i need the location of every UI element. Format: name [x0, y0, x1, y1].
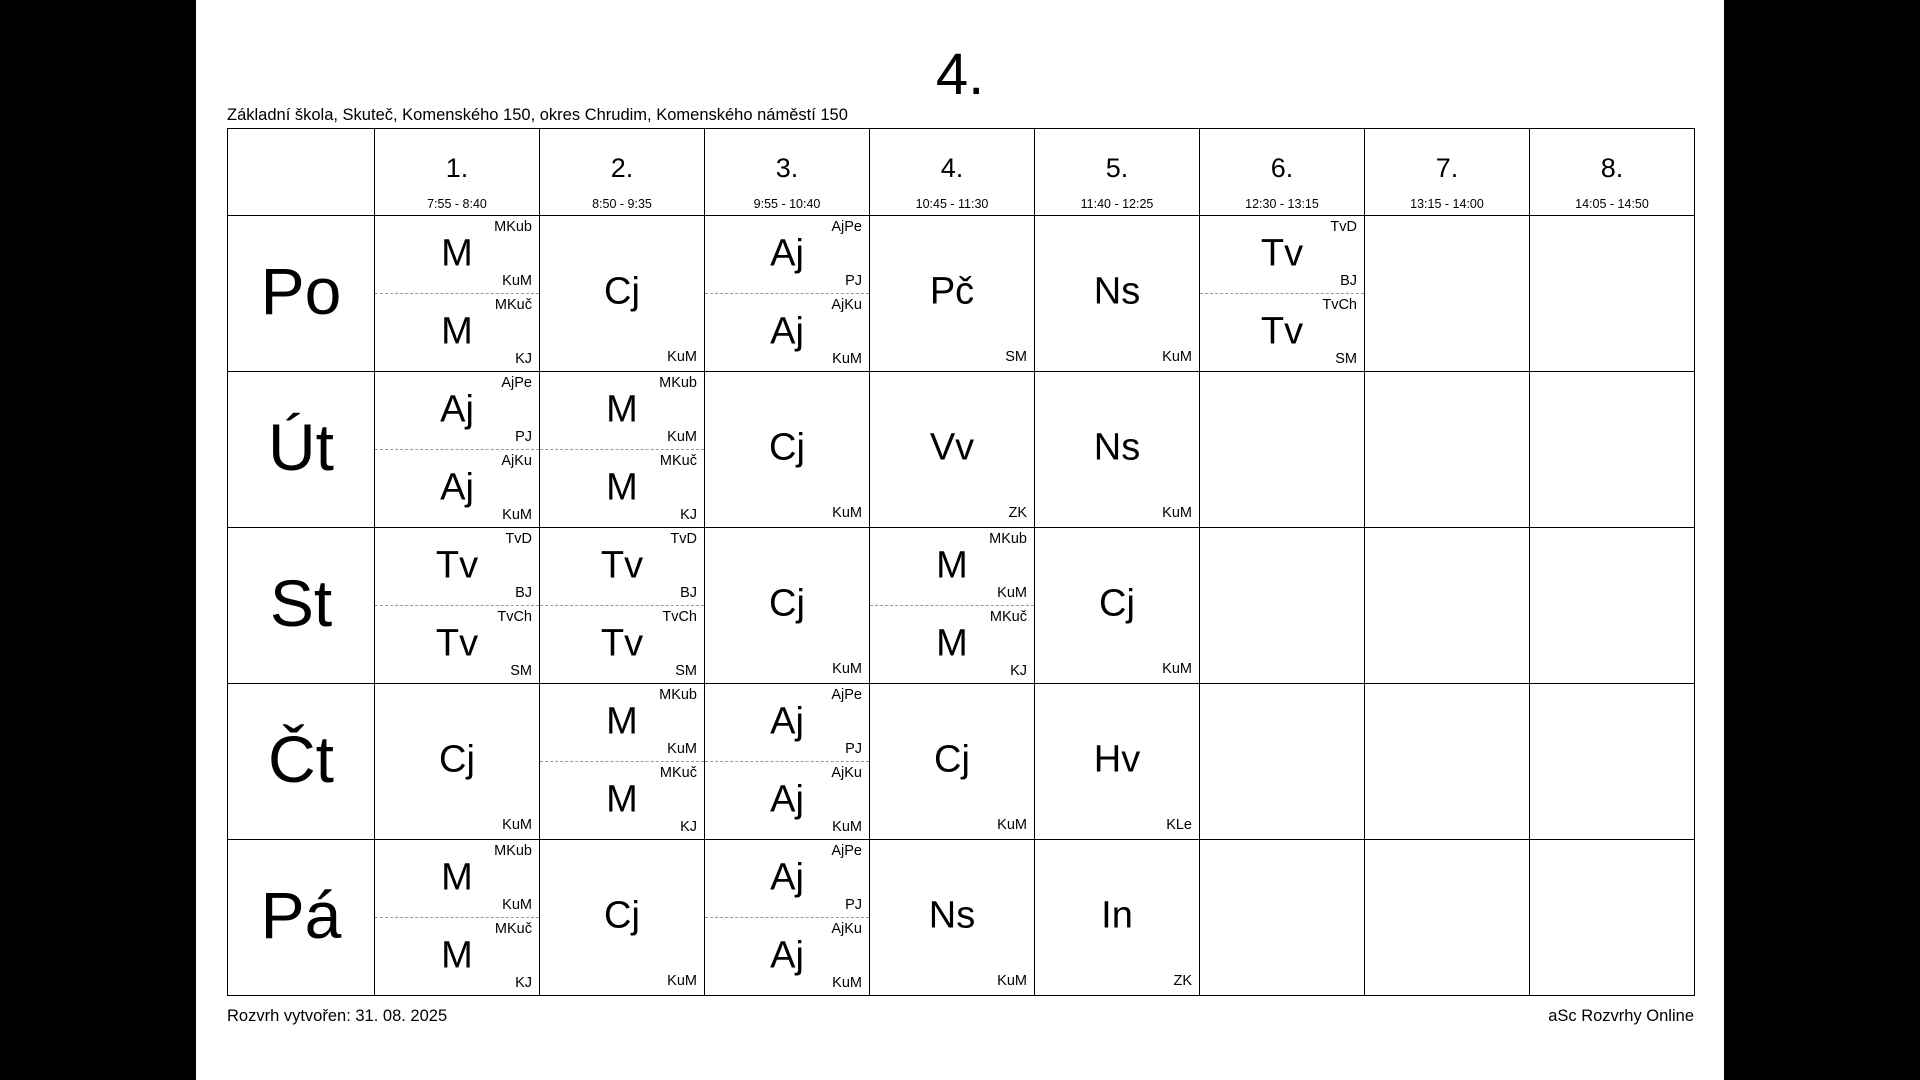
- subject-label: M: [606, 388, 638, 431]
- lesson: [1035, 372, 1199, 527]
- lesson-group: [375, 918, 539, 996]
- group-label: MKub: [494, 219, 532, 235]
- subject-label: In: [1101, 893, 1133, 936]
- room-label: KuM: [502, 817, 532, 833]
- room-label: KuM: [667, 428, 697, 445]
- lesson-cell: [1035, 684, 1200, 840]
- empty-cell: [1530, 528, 1695, 684]
- subject-label: Aj: [770, 700, 804, 743]
- period-header: [1530, 129, 1695, 216]
- room-label: KuM: [997, 584, 1027, 601]
- period-header: [1365, 129, 1530, 216]
- period-number: 2.: [610, 153, 634, 183]
- room-label: ZK: [1008, 505, 1027, 521]
- empty-cell: [1530, 372, 1695, 528]
- group-label: MKub: [659, 375, 697, 391]
- day-row: [228, 684, 1695, 840]
- timetable-sheet: [196, 0, 1724, 1080]
- subject-label: M: [936, 544, 968, 587]
- subject-label: M: [606, 466, 638, 509]
- room-label: BJ: [680, 584, 697, 601]
- group-label: AjKu: [831, 764, 862, 781]
- room-label: KLe: [1166, 817, 1192, 833]
- lesson-cell: [375, 528, 540, 684]
- lesson-group: [705, 840, 869, 918]
- room-label: KJ: [680, 819, 697, 835]
- group-label: MKuč: [659, 764, 697, 781]
- day-cell: [228, 528, 375, 684]
- period-number: 5.: [1105, 153, 1129, 183]
- lesson-cell: [1035, 372, 1200, 528]
- period-time: 9:55 - 10:40: [753, 197, 821, 211]
- group-label: AjPe: [831, 219, 862, 235]
- empty-cell: [1200, 528, 1365, 684]
- subject-label: Tv: [435, 544, 479, 587]
- lesson-group: [540, 762, 704, 840]
- period-number: 4.: [940, 153, 964, 183]
- lesson-cell: [870, 528, 1035, 684]
- group-label: AjKu: [831, 296, 862, 313]
- group-label: AjKu: [831, 920, 862, 937]
- lesson: [870, 372, 1034, 527]
- group-label: TvCh: [497, 608, 532, 625]
- room-label: KuM: [502, 896, 532, 913]
- subject-label: M: [441, 232, 473, 275]
- lesson-group: [870, 528, 1034, 606]
- timetable-grid: [227, 128, 1695, 996]
- empty-cell: [1200, 684, 1365, 840]
- lesson: [1035, 840, 1199, 995]
- day-name: St: [269, 565, 333, 640]
- subject-label: Aj: [770, 310, 804, 353]
- day-row: [228, 216, 1695, 372]
- room-label: SM: [510, 663, 532, 679]
- lesson: [540, 216, 704, 371]
- lesson-cell: [375, 216, 540, 372]
- room-label: PJ: [515, 428, 532, 445]
- subject-label: Pč: [929, 269, 975, 312]
- room-label: KuM: [997, 817, 1027, 833]
- class-title: 4.: [935, 42, 985, 107]
- lesson-cell: [540, 372, 705, 528]
- lesson: [870, 216, 1034, 371]
- day-name: Pá: [260, 877, 342, 952]
- day-cell: [228, 372, 375, 528]
- lesson-cell: [375, 840, 540, 996]
- room-label: KJ: [515, 975, 532, 991]
- room-label: KuM: [997, 973, 1027, 989]
- lesson: [705, 528, 869, 683]
- lesson-group: [1200, 294, 1364, 372]
- period-time: 13:15 - 14:00: [1410, 197, 1484, 211]
- lesson-cell: [540, 216, 705, 372]
- lesson-cell: [705, 840, 870, 996]
- room-label: PJ: [845, 740, 862, 757]
- subject-label: Tv: [600, 622, 644, 665]
- subject-label: M: [936, 622, 968, 665]
- room-label: KJ: [680, 507, 697, 523]
- lesson-cell: [870, 684, 1035, 840]
- period-time: 8:50 - 9:35: [592, 197, 652, 211]
- group-label: AjKu: [501, 452, 532, 469]
- period-header: [540, 129, 705, 216]
- subject-label: Cj: [769, 581, 805, 624]
- subject-label: Ns: [1093, 425, 1141, 468]
- subject-label: Ns: [928, 893, 976, 936]
- empty-cell: [1200, 840, 1365, 996]
- room-label: SM: [1335, 351, 1357, 367]
- room-label: KJ: [1010, 663, 1027, 679]
- period-header: [870, 129, 1035, 216]
- subject-label: M: [441, 856, 473, 899]
- lesson-group: [375, 606, 539, 684]
- room-label: KuM: [1162, 505, 1192, 521]
- room-label: PJ: [845, 272, 862, 289]
- subject-label: Hv: [1093, 737, 1141, 780]
- lesson-cell: [870, 216, 1035, 372]
- empty-cell: [1365, 216, 1530, 372]
- empty-cell: [1530, 216, 1695, 372]
- subject-label: Cj: [604, 893, 640, 936]
- day-row: [228, 528, 1695, 684]
- group-label: TvD: [670, 531, 697, 547]
- room-label: BJ: [515, 584, 532, 601]
- lesson-cell: [1035, 528, 1200, 684]
- lesson-group: [375, 372, 539, 450]
- period-header: [375, 129, 540, 216]
- room-label: ZK: [1173, 973, 1192, 989]
- room-label: KuM: [1162, 349, 1192, 365]
- subject-label: Aj: [770, 232, 804, 275]
- lesson-cell: [1200, 216, 1365, 372]
- lesson: [870, 684, 1034, 839]
- group-label: TvCh: [662, 608, 697, 625]
- subject-label: Tv: [435, 622, 479, 665]
- created-date: Rozvrh vytvořen: 31. 08. 2025: [227, 1007, 448, 1025]
- lesson-cell: [540, 840, 705, 996]
- lesson-group: [705, 216, 869, 294]
- room-label: KuM: [667, 349, 697, 365]
- lesson-group: [540, 528, 704, 606]
- lesson: [375, 684, 539, 839]
- empty-cell: [1365, 528, 1530, 684]
- subject-label: Aj: [770, 778, 804, 821]
- lesson-group: [375, 294, 539, 372]
- group-label: MKuč: [659, 452, 697, 469]
- subject-label: M: [606, 778, 638, 821]
- lesson-group: [540, 450, 704, 528]
- group-label: TvD: [505, 531, 532, 547]
- room-label: PJ: [845, 896, 862, 913]
- subject-label: M: [606, 700, 638, 743]
- subject-label: Tv: [600, 544, 644, 587]
- subject-label: Aj: [440, 388, 474, 431]
- room-label: KuM: [1162, 661, 1192, 677]
- day-row: [228, 372, 1695, 528]
- day-cell: [228, 216, 375, 372]
- subject-label: M: [441, 934, 473, 977]
- period-header-row: [228, 129, 1695, 216]
- room-label: KuM: [667, 973, 697, 989]
- room-label: KuM: [502, 507, 532, 523]
- lesson-group: [705, 918, 869, 996]
- group-label: MKub: [659, 687, 697, 703]
- lesson-cell: [540, 684, 705, 840]
- lesson-group: [705, 684, 869, 762]
- period-header: [1035, 129, 1200, 216]
- period-number: 6.: [1270, 153, 1294, 183]
- period-number: 3.: [775, 153, 799, 183]
- lesson: [1035, 528, 1199, 683]
- group-label: AjPe: [831, 843, 862, 859]
- group-label: MKub: [989, 531, 1027, 547]
- lesson-group: [540, 684, 704, 762]
- subject-label: Aj: [770, 934, 804, 977]
- lesson-group: [1200, 216, 1364, 294]
- lesson: [540, 840, 704, 995]
- lesson-cell: [375, 372, 540, 528]
- lesson-group: [375, 450, 539, 528]
- lesson-cell: [870, 840, 1035, 996]
- subject-label: Tv: [1260, 310, 1304, 353]
- brand-label: aSc Rozvrhy Online: [1548, 1007, 1694, 1025]
- empty-cell: [1365, 372, 1530, 528]
- subject-label: Aj: [770, 856, 804, 899]
- empty-cell: [1200, 372, 1365, 528]
- room-label: KuM: [832, 975, 862, 991]
- room-label: BJ: [1340, 272, 1357, 289]
- day-row: [228, 840, 1695, 996]
- room-label: SM: [675, 663, 697, 679]
- period-time: 10:45 - 11:30: [915, 197, 989, 211]
- subject-label: Tv: [1260, 232, 1304, 275]
- school-name: Základní škola, Skuteč, Komenského 150, okres Chrudim, Komenského náměstí 150: [227, 106, 848, 124]
- lesson-cell: [540, 528, 705, 684]
- group-label: MKuč: [989, 608, 1027, 625]
- subject-label: Cj: [934, 737, 970, 780]
- lesson-group: [540, 606, 704, 684]
- lesson-group: [375, 216, 539, 294]
- group-label: MKuč: [494, 920, 532, 937]
- lesson: [705, 372, 869, 527]
- subject-label: Cj: [769, 425, 805, 468]
- room-label: KuM: [832, 351, 862, 367]
- day-cell: [228, 840, 375, 996]
- subject-label: Aj: [440, 466, 474, 509]
- room-label: KuM: [832, 819, 862, 835]
- period-number: 7.: [1435, 153, 1459, 183]
- lesson-cell: [1035, 216, 1200, 372]
- period-time: 7:55 - 8:40: [427, 197, 487, 211]
- room-label: SM: [1005, 349, 1027, 365]
- lesson-group: [870, 606, 1034, 684]
- period-number: 1.: [445, 153, 469, 183]
- empty-cell: [1530, 684, 1695, 840]
- subject-label: Cj: [604, 269, 640, 312]
- room-label: KuM: [832, 505, 862, 521]
- group-label: TvCh: [1322, 296, 1357, 313]
- lesson-group: [375, 528, 539, 606]
- lesson-cell: [375, 684, 540, 840]
- lesson-cell: [705, 372, 870, 528]
- day-name: Čt: [268, 721, 334, 796]
- day-cell: [228, 684, 375, 840]
- group-label: AjPe: [501, 375, 532, 391]
- subject-label: Vv: [929, 425, 975, 468]
- room-label: KuM: [502, 272, 532, 289]
- empty-cell: [1530, 840, 1695, 996]
- lesson-group: [375, 840, 539, 918]
- lesson-cell: [705, 528, 870, 684]
- day-name: Út: [268, 409, 334, 484]
- group-label: MKuč: [494, 296, 532, 313]
- room-label: KJ: [515, 351, 532, 367]
- room-label: KuM: [832, 661, 862, 677]
- lesson: [1035, 684, 1199, 839]
- lesson: [1035, 216, 1199, 371]
- group-label: TvD: [1330, 219, 1357, 235]
- group-label: AjPe: [831, 687, 862, 703]
- room-label: KuM: [667, 740, 697, 757]
- lesson-group: [705, 294, 869, 372]
- period-header: [1200, 129, 1365, 216]
- lesson-cell: [705, 216, 870, 372]
- period-number: 8.: [1600, 153, 1624, 183]
- subject-label: Ns: [1093, 269, 1141, 312]
- subject-label: M: [441, 310, 473, 353]
- period-header: [705, 129, 870, 216]
- lesson-cell: [870, 372, 1035, 528]
- empty-cell: [1365, 684, 1530, 840]
- subject-label: Cj: [439, 737, 475, 780]
- period-time: 11:40 - 12:25: [1080, 197, 1154, 211]
- lesson-cell: [705, 684, 870, 840]
- lesson-group: [705, 762, 869, 840]
- subject-label: Cj: [1099, 581, 1135, 624]
- period-time: 14:05 - 14:50: [1575, 197, 1649, 211]
- lesson-group: [540, 372, 704, 450]
- corner-cell: [228, 129, 375, 216]
- period-time: 12:30 - 13:15: [1245, 197, 1319, 211]
- empty-cell: [1365, 840, 1530, 996]
- day-name: Po: [260, 253, 342, 328]
- lesson-cell: [1035, 840, 1200, 996]
- lesson: [870, 840, 1034, 995]
- group-label: MKub: [494, 843, 532, 859]
